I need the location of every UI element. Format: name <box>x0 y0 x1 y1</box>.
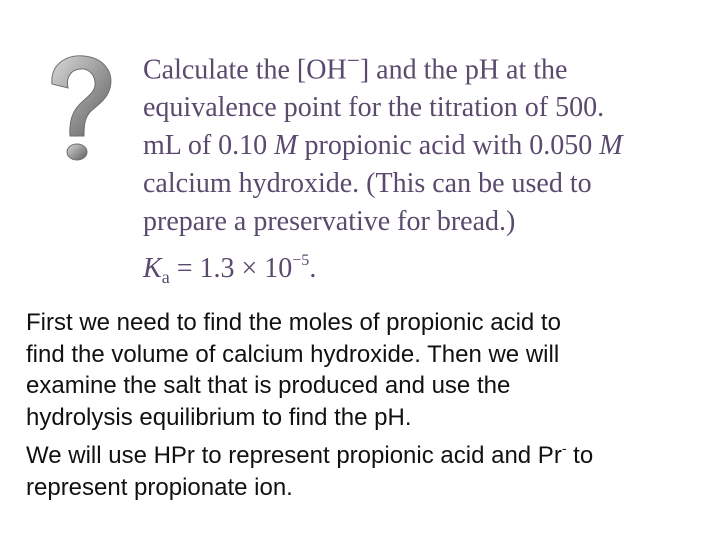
question-mark-icon <box>40 48 120 168</box>
explanation-line-6: represent propionate ion. <box>26 473 293 501</box>
problem-line-5: prepare a preservative for bread.) <box>143 206 516 238</box>
explanation-line-4: hydrolysis equilibrium to find the pH. <box>26 403 412 431</box>
explanation-line-1: First we need to find the moles of propionic acid to <box>26 309 561 336</box>
problem-line-2: equivalence point for the titration of 500. <box>143 92 605 124</box>
problem-line-1: Calculate the [OH−] and the pH at the <box>143 48 568 86</box>
explanation-line-2: find the volume of calcium hydroxide. Then we will <box>26 340 560 368</box>
problem-line-3: mL of 0.10 M propionic acid with 0.050 M <box>143 130 623 162</box>
explanation-line-5: We will use HPr to represent propionic acid and Pr- to <box>26 440 594 469</box>
problem-statement <box>143 42 713 241</box>
ka-expression: $K_a = 1.3 \times 10^{-5}$. <box>143 252 317 287</box>
explanation-line-3: examine the salt that is produced and use the <box>26 372 511 399</box>
problem-line-4: calcium hydroxide. (This can be used to <box>143 168 592 200</box>
explanation-text <box>26 307 716 503</box>
